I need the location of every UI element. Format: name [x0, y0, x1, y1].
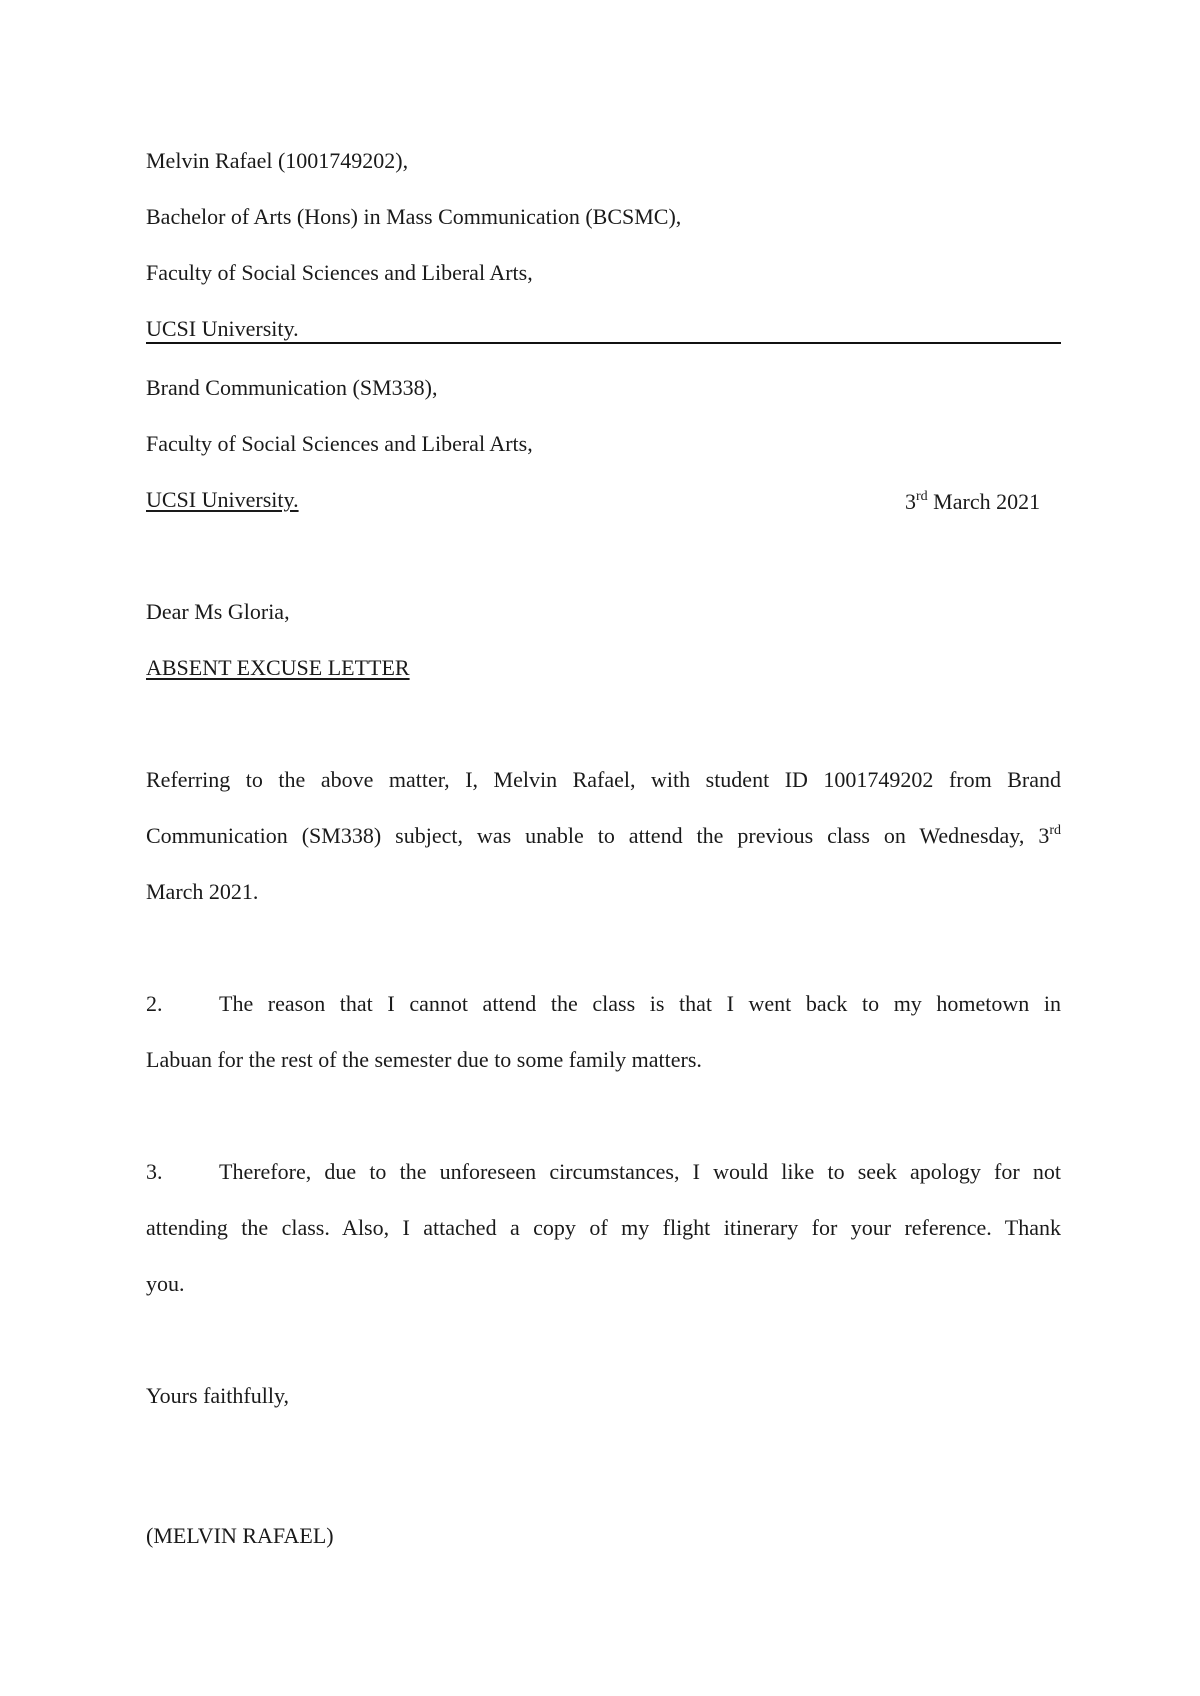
- date-rest: March 2021: [927, 489, 1041, 514]
- salutation: Dear Ms Gloria,: [146, 599, 290, 624]
- paragraph1-line2-text: Communication (SM338) subject, was unable to attend the previous class on Wednesday, 3: [146, 823, 1050, 848]
- closing: Yours faithfully,: [146, 1383, 290, 1408]
- sender-program: Bachelor of Arts (Hons) in Mass Communication (BCSMC),: [146, 204, 682, 229]
- paragraph3-line1-text: Therefore, due to the unforeseen circumstances, I would like to seek apology for not: [219, 1159, 1061, 1184]
- letter-date: [905, 489, 1040, 515]
- date-day: 3: [905, 489, 916, 514]
- subject-heading: ABSENT EXCUSE LETTER: [146, 655, 410, 680]
- recipient-faculty: Faculty of Social Sciences and Liberal Arts,: [146, 431, 533, 456]
- paragraph1-line2-suffix: rd: [1049, 823, 1061, 838]
- paragraph3-line1: [146, 1161, 1061, 1183]
- recipient-university: UCSI University.: [146, 487, 299, 512]
- sender-faculty: Faculty of Social Sciences and Liberal Arts,: [146, 260, 533, 285]
- paragraph2-line1-text: The reason that I cannot attend the class is that I went back to my hometown in: [219, 991, 1061, 1016]
- paragraph2-line2: Labuan for the rest of the semester due to some family matters.: [146, 1047, 702, 1072]
- paragraph1-line1: Referring to the above matter, I, Melvin Rafael, with student ID 1001749202 from Brand: [146, 767, 1061, 792]
- paragraph2-line1: [146, 993, 1061, 1015]
- paragraph3-line2: attending the class. Also, I attached a copy of my flight itinerary for your reference. Thank: [146, 1215, 1061, 1240]
- paragraph1-line2: [146, 825, 1061, 847]
- header-divider: [146, 342, 1061, 344]
- paragraph1-line3: March 2021.: [146, 879, 259, 904]
- paragraph3-number: 3.: [146, 1159, 163, 1184]
- sender-university: UCSI University.: [146, 316, 299, 341]
- paragraph3-line3: you.: [146, 1271, 185, 1296]
- signature-name: (MELVIN RAFAEL): [146, 1523, 334, 1548]
- sender-name: Melvin Rafael (1001749202),: [146, 148, 409, 173]
- recipient-subject: Brand Communication (SM338),: [146, 375, 438, 400]
- date-suffix: rd: [916, 489, 928, 504]
- paragraph2-number: 2.: [146, 991, 163, 1016]
